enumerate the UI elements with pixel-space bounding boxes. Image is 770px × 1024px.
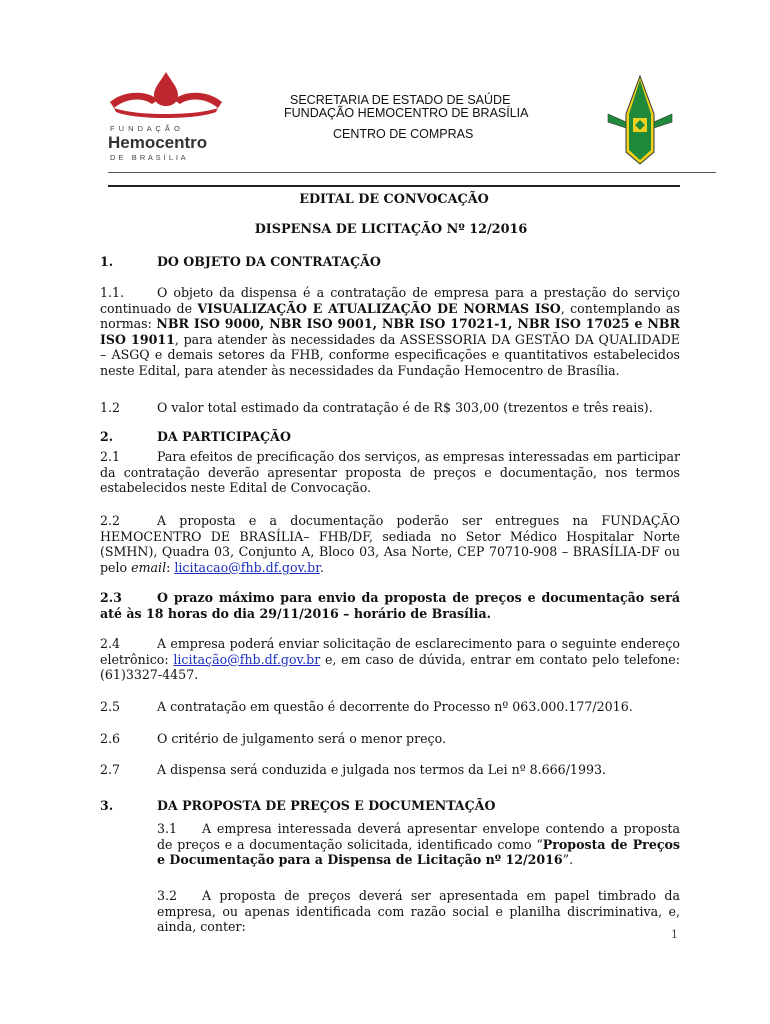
title-rule [108,185,680,187]
clause-2-6-text: O critério de julgamento será o menor preço. [157,731,446,746]
clause-3-1-text: A empresa interessada deverá apresentar envelope contendo a proposta de preços e a documentação solicitada, identificado como “Proposta de Preços e Documentação para a Dispensa de Licitação nº 12/2016”. [157,821,680,868]
clause-2-3-text: O prazo máximo para envio da proposta de preços e documentação será até às 18 horas do dia 29/11/2016 – horário de Brasília. [100,590,680,621]
section-1-number: 1. [100,254,114,269]
dispensa-title: DISPENSA DE LICITAÇÃO Nº 12/2016 [254,222,528,237]
edital-title: EDITAL DE CONVOCAÇÃO [299,192,489,207]
clause-2-7-number: 2.7 [100,762,121,777]
blood-drop-icon [106,70,226,130]
clause-2-4-number: 2.4 [100,636,121,651]
header-line-1: SECRETARIA DE ESTADO DE SAÚDE [290,93,511,107]
clause-1-1-number: 1.1. [100,285,125,300]
page-number: 1 [671,928,678,941]
clause-2-5-text: A contratação em questão é decorrente do Processo nº 063.000.177/2016. [157,699,633,714]
shield-icon [604,74,676,166]
clause-2-7-text: A dispensa será conduzida e julgada nos termos da Lei nº 8.666/1993. [157,762,606,777]
logo-top-text: F U N D A Ç Ã O [110,124,181,133]
header-line-2: FUNDAÇÃO HEMOCENTRO DE BRASÍLIA [284,106,529,120]
clause-2-5-number: 2.5 [100,699,121,714]
header-line-3: CENTRO DE COMPRAS [333,127,474,141]
clause-3-2-text: A proposta de preços deverá ser apresentada em papel timbrado da empresa, ou apenas identificada com razão social e planilha discriminativa, e, ainda, conter: [157,888,680,935]
clause-2-4-text: A empresa poderá enviar solicitação de esclarecimento para o seguinte endereço eletrônico: licitação@fhb.df.gov.br e, em caso de dúvida, entrar em contato pelo telefone: (61)3327-4457. [100,636,680,683]
clause-1-2-number: 1.2 [100,400,121,415]
clause-1-1-text: O objeto da dispensa é a contratação de empresa para a prestação do serviço continuado de VISUALIZAÇÃO E ATUALIZAÇÃO DE NORMAS ISO, contemplando as normas: NBR ISO 9000, NBR ISO 9001, NBR ISO 17021-1, NBR ISO 17025 e NBR ISO 19011, para atender às necessidades da ASSESSORIA DA GESTÃO DA QUALIDADE – ASGQ e demais setores da FHB, conforme especificações e quantitativos estabelecidos neste Edital, para atender às necessidades da Fundação Hemocentro de Brasília. [100,285,680,378]
df-flag-emblem [604,74,676,166]
email-link[interactable]: licitacao@fhb.df.gov.br [174,559,320,575]
clause-2-6-number: 2.6 [100,731,121,746]
section-2-title: DA PARTICIPAÇÃO [157,429,291,444]
header-rule [108,172,716,173]
section-1-title: DO OBJETO DA CONTRATAÇÃO [157,254,381,269]
clause-2-2-text: A proposta e a documentação poderão ser entregues na FUNDAÇÃO HEMOCENTRO DE BRASÍLIA– FHB/DF, sediada no Setor Médico Hospitalar Norte (SMHN), Quadra 03, Conjunto A, Bloco 03, Asa Norte, CEP 70710-908 – BRASÍLIA-DF ou pelo email: licitacao@fhb.df.gov.br. [100,513,680,575]
section-3-number: 3. [100,798,114,813]
clause-3-2-number: 3.2 [157,888,178,903]
logo-name: Hemocentro [108,133,208,152]
logo-bottom-text: D E B R A S Í L I A [110,153,187,162]
hemocentro-logo [106,70,226,162]
section-3-title: DA PROPOSTA DE PREÇOS E DOCUMENTAÇÃO [157,798,496,813]
clause-2-2-number: 2.2 [100,513,121,528]
clause-1-2-text: O valor total estimado da contratação é de R$ 303,00 (trezentos e três reais). [157,400,653,415]
clause-2-1-number: 2.1 [100,449,121,464]
clause-2-1-text: Para efeitos de precificação dos serviços, as empresas interessadas em participar da contratação deverão apresentar proposta de preços e documentação, nos termos estabelecidos neste Edital de Convocação. [100,449,680,496]
clarification-email-link[interactable]: licitação@fhb.df.gov.br [173,651,321,667]
clause-2-3-number: 2.3 [100,590,122,605]
clause-3-1-number: 3.1 [157,821,178,836]
section-2-number: 2. [100,429,114,444]
